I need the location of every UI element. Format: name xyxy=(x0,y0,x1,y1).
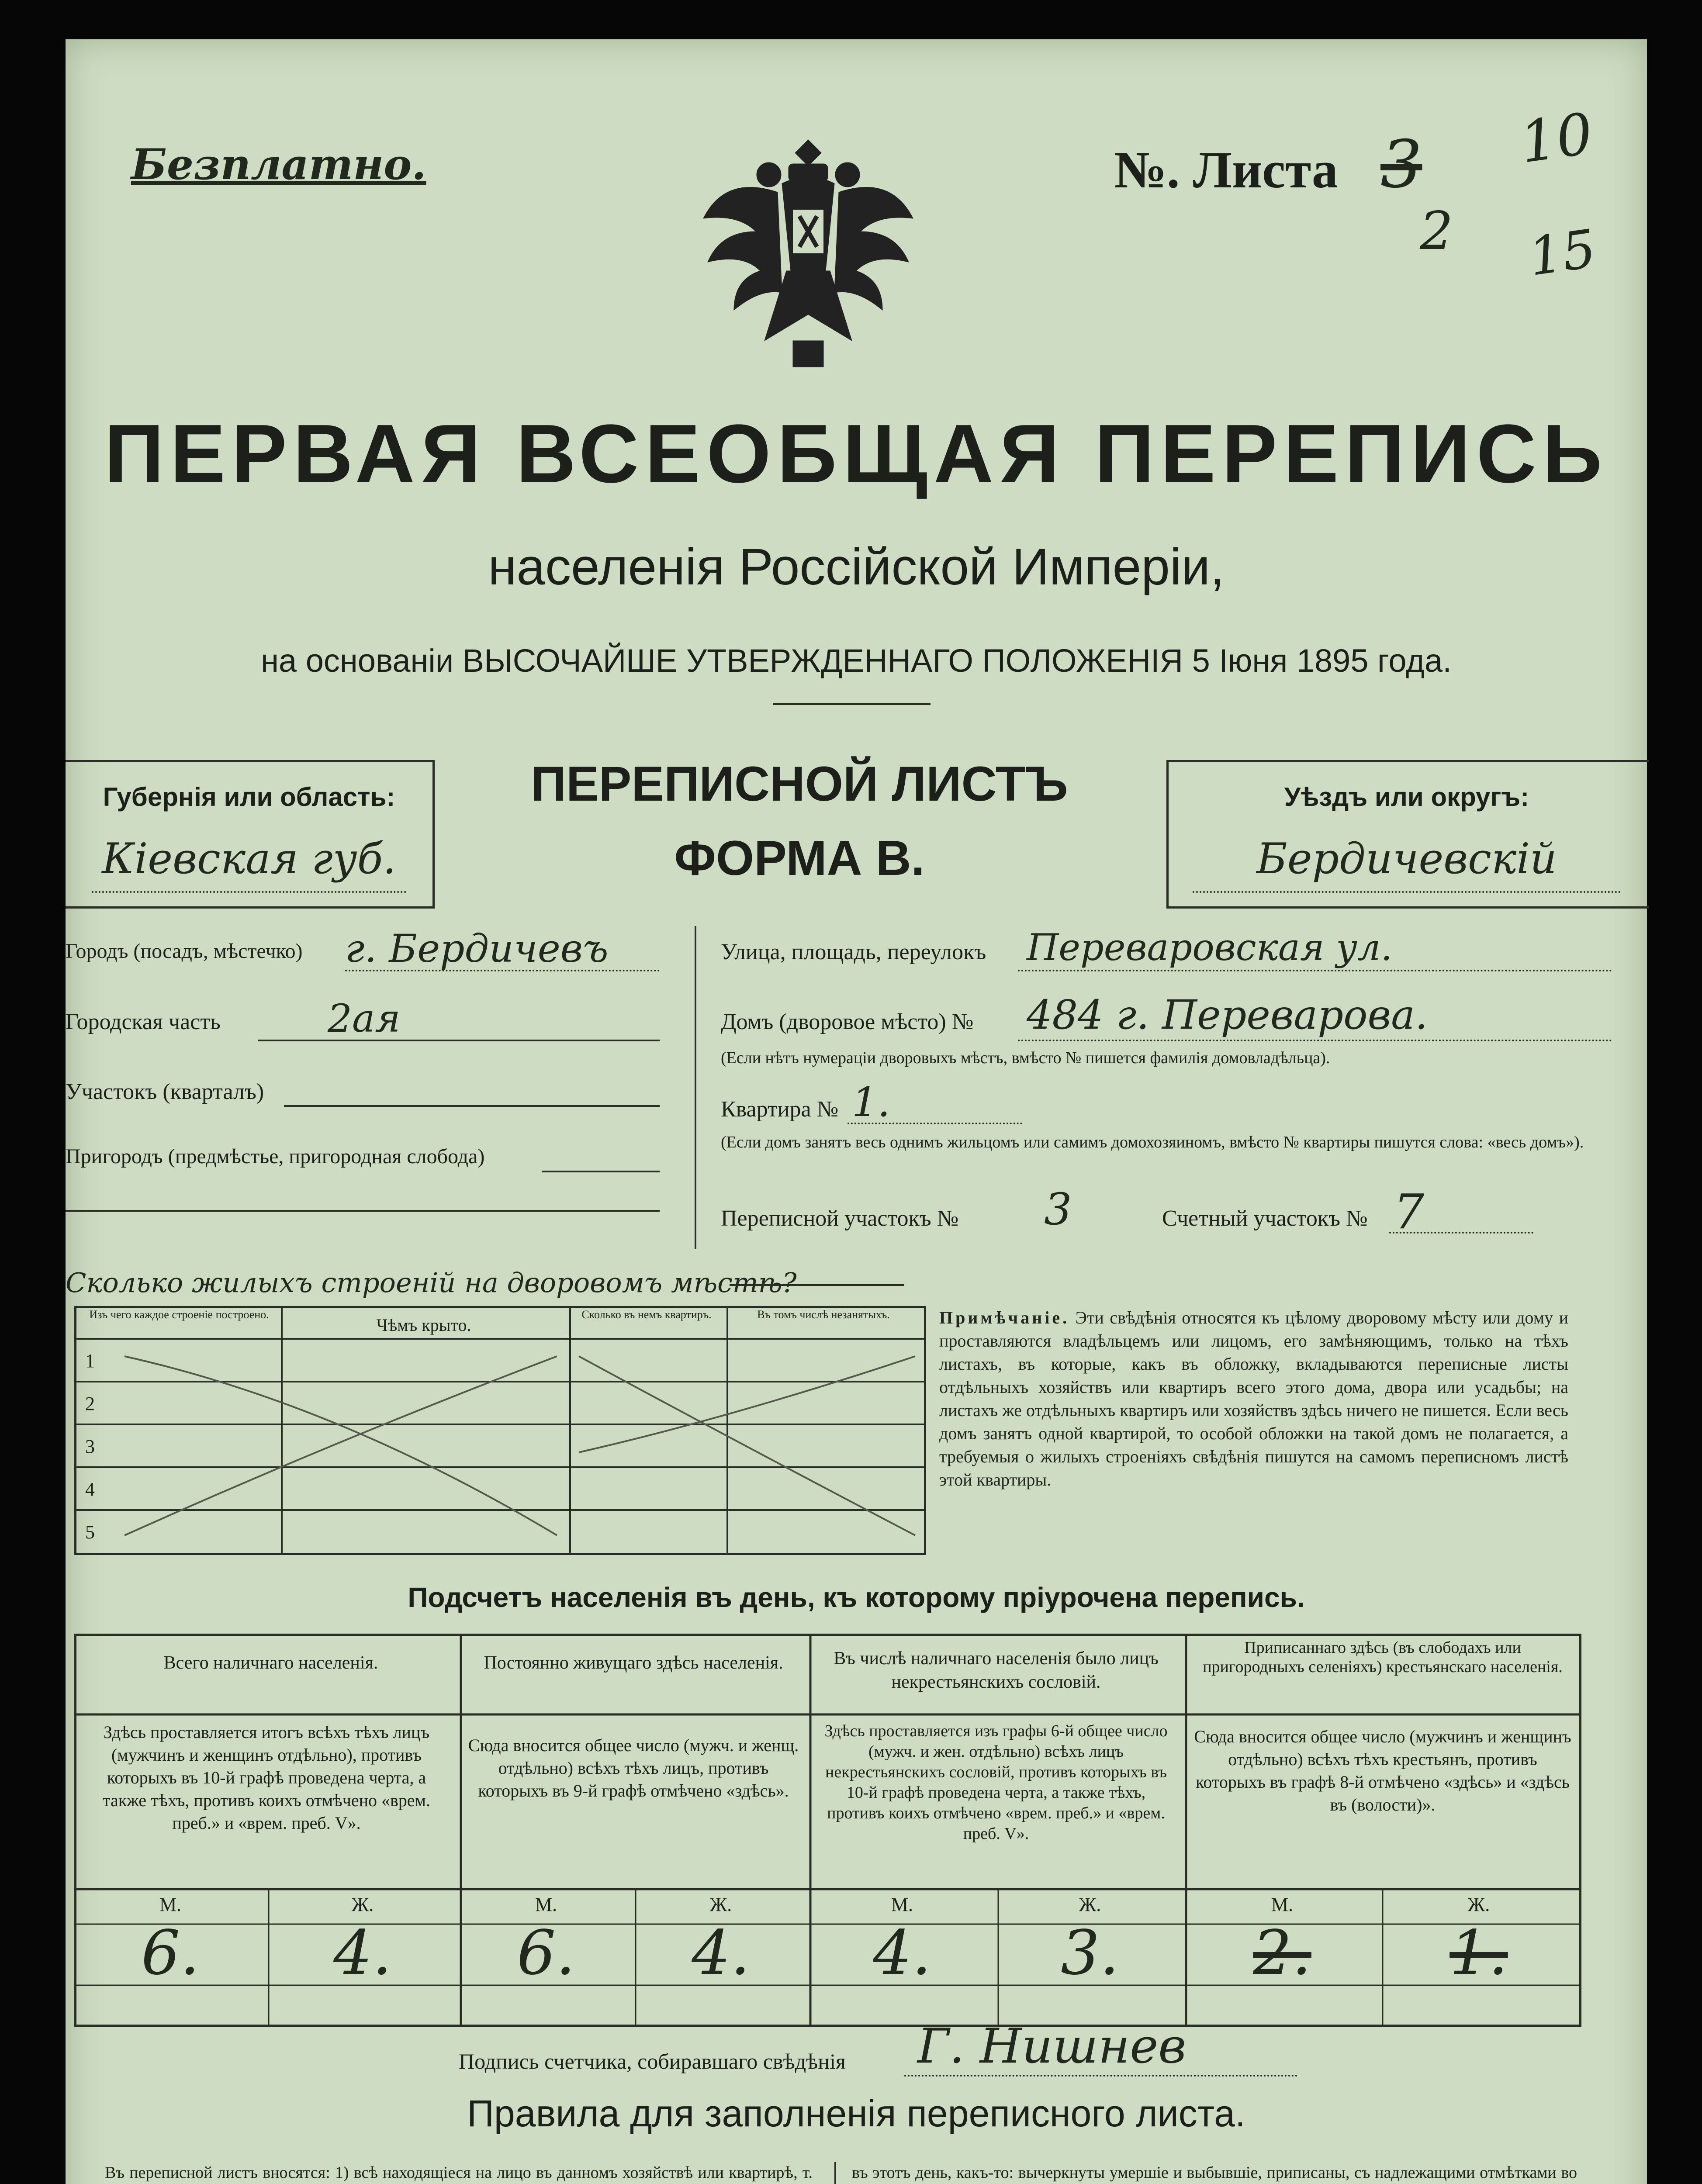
signature-value: Г. Нишнев xyxy=(917,2018,1187,2074)
flat-line xyxy=(848,1123,1022,1124)
street-line xyxy=(1018,970,1612,971)
uezd-label: Уѣздъ или округъ: xyxy=(1284,782,1529,812)
census-sheet xyxy=(66,39,1647,2184)
gubernia-label: Губернія или область: xyxy=(103,782,395,812)
pop-col2-head: Постоянно живущаго здѣсь населенія. xyxy=(484,1653,783,1673)
pop-col1-text: Здѣсь проставляется итогъ всѣхъ тѣхъ лицъ (мужчинъ и женщинъ отдѣльно), противъ которыхъ въ 10-й графѣ проведена черта, а также тѣхъ, противъ коихъ отмѣчено «врем. преб.» и «врем. преб. V». xyxy=(103,1722,430,1833)
suburb-label: Пригородъ (предмѣстье, пригородная слобода) xyxy=(66,1145,485,1168)
census-basis: на основаніи ВЫСОЧАЙШЕ УТВЕРЖДЕННАГО ПОЛОЖЕНІЯ 5 Іюня 1895 года. xyxy=(261,643,1452,679)
pop-col4-f-value: 1. xyxy=(1449,1918,1508,1989)
signature-label: Подпись счетчика, собиравшаго свѣдѣнія xyxy=(459,2049,846,2073)
pop-col2-m-value: 6. xyxy=(517,1918,575,1989)
pop-col3-f-value: 3. xyxy=(1061,1918,1119,1989)
form-name: ФОРМА В. xyxy=(674,831,925,885)
house-line xyxy=(1018,1040,1612,1041)
street-value: Переваровская ул. xyxy=(1027,926,1393,969)
gubernia-value: Кіевская губ. xyxy=(102,834,396,883)
uezd-value: Бердичевскій xyxy=(1256,834,1557,883)
building-row-1: 1 xyxy=(85,1350,95,1372)
note-title: Примѣчаніе. xyxy=(939,1308,1070,1327)
free-label: Безплатно. xyxy=(131,140,426,189)
flat-label: Квартира № xyxy=(721,1097,839,1122)
pop-col3-head: Въ числѣ наличнаго населенія было лицъ некрестьянскихъ сословій. xyxy=(834,1648,1159,1692)
sheet-number-value: 3 xyxy=(1380,127,1422,203)
pop-col2-f-label: Ж. xyxy=(709,1894,732,1915)
page-subtitle: населенія Россійской Имперіи, xyxy=(488,538,1225,596)
pop-col1-f-label: Ж. xyxy=(351,1894,374,1915)
count-district-value: 7 xyxy=(1394,1184,1424,1240)
form-sheet-title: ПЕРЕПИСНОЙ ЛИСТЪ xyxy=(531,757,1068,811)
city-label: Городъ (посадъ, мѣстечко) xyxy=(66,940,303,963)
col-roof: Чѣмъ крыто. xyxy=(376,1315,471,1335)
rules-left-column xyxy=(70,2162,813,2184)
pop-col2-f-value: 4. xyxy=(692,1918,750,1989)
rules-right-para-1: въ этотъ день, какъ-то: вычеркнуты умершіе и выбывшіе, приписаны, съ надлежащими отмѣтками во xyxy=(852,2163,1577,2182)
rules-left-para-1: Въ переписной листъ вносятся: 1) всѣ находящіеся на лицо въ данномъ хозяйствѣ или квартирѣ, т. xyxy=(105,2163,813,2182)
address-divider xyxy=(695,926,696,1249)
buildings-note xyxy=(939,1306,1568,1491)
pop-col1-m-label: М. xyxy=(159,1894,182,1915)
pop-col4-m-label: М. xyxy=(1271,1894,1294,1915)
precinct-label: Участокъ (кварталъ) xyxy=(66,1079,264,1104)
part-label: Городская часть xyxy=(66,1009,221,1034)
suburb-line-2 xyxy=(66,1210,660,1212)
census-district-label: Переписной участокъ № xyxy=(721,1206,959,1231)
building-row-2: 2 xyxy=(85,1393,95,1414)
suburb-line xyxy=(542,1171,660,1172)
pop-col4-text: Сюда вносится общее число (мужчинъ и женщинъ отдѣльно) всѣхъ тѣхъ крестьянъ, противъ которыхъ въ графѣ 8-й отмѣчено «здѣсь» и «здѣсь въ (волости)». xyxy=(1194,1727,1571,1814)
pop-col4-f-label: Ж. xyxy=(1467,1894,1490,1915)
rules-right-column xyxy=(852,2162,1577,2184)
census-district-value: 3 xyxy=(1044,1184,1072,1235)
part-value: 2ая xyxy=(328,996,401,1041)
house-value: 484 г. Переварова. xyxy=(1027,992,1428,1038)
building-row-5: 5 xyxy=(85,1521,95,1543)
rules-heading: Правила для заполненія переписного листа. xyxy=(467,2093,1245,2135)
page-title: ПЕРВАЯ ВСЕОБЩАЯ ПЕРЕПИСЬ xyxy=(104,408,1609,500)
population-heading: Подсчетъ населенія въ день, къ которому пріурочена перепись. xyxy=(408,1582,1305,1613)
house-note: (Если нѣтъ нумераціи дворовыхъ мѣстъ, вмѣсто № пишется фамилія домовладѣльца). xyxy=(721,1049,1330,1067)
pop-col3-f-label: Ж. xyxy=(1079,1894,1101,1915)
pop-col4-head: Приписаннаго здѣсь (въ слободахъ или пригородныхъ селеніяхъ) крестьянскаго населенія. xyxy=(1203,1638,1563,1676)
buildings-question-line xyxy=(730,1284,904,1286)
buildings-table xyxy=(74,1306,926,1555)
rules-divider xyxy=(834,2162,836,2184)
pop-col2-m-label: М. xyxy=(535,1894,557,1915)
margin-note-b: 15 xyxy=(1525,218,1600,288)
pop-col1-f-value: 4. xyxy=(333,1918,392,1989)
buildings-question: Сколько жилыхъ строеній на дворовомъ мѣстѣ? xyxy=(66,1267,797,1299)
sheet-number-sub: 2 xyxy=(1420,201,1453,262)
gubernia-value-line xyxy=(92,891,406,893)
flat-note: (Если домъ занятъ весь однимъ жильцомъ или самимъ домохозяиномъ, вмѣсто № квартиры пишутся слова: «весь домъ»). xyxy=(721,1133,1584,1151)
note-text: Эти свѣдѣнія относятся къ цѣлому дворовому мѣсту или дому и проставляются владѣльцемъ или лицомъ, его замѣняющимъ, только на тѣхъ листахъ, въ которые, какъ въ обложку, вкладываются переписные листы отдѣльныхъ хозяйствъ или квартиръ всего этого дома, двора или усадьбы; на листахъ же отдѣльныхъ квартиръ или хозяйствъ здѣсь ничего не пишется. Если весь домъ занятъ одной квартирой, то особой обложки на такой домъ не полагается, а требуемыя о жилыхъ строеніяхъ свѣдѣнія пишутся на самомъ переписномъ листѣ этой квартиры. xyxy=(939,1308,1569,1489)
count-district-line xyxy=(1389,1232,1533,1234)
city-line xyxy=(345,970,660,971)
pop-col1-m-value: 6. xyxy=(141,1918,200,1989)
precinct-line xyxy=(284,1105,660,1107)
pop-col3-text: Здѣсь проставляется изъ графы 6-й общее число (мужч. и жен. отдѣльно) всѣхъ лицъ некрестьянскихъ сословій, противъ которыхъ въ 10-й графѣ проведена черта, а также тѣхъ, противъ коихъ отмѣчено «врем. преб.» и «врем. преб. V». xyxy=(824,1722,1168,1843)
part-line xyxy=(258,1040,660,1041)
building-row-3: 3 xyxy=(85,1436,95,1457)
pop-col2-text: Сюда вносится общее число (мужч. и женщ. отдѣльно) всѣхъ тѣхъ лицъ, противъ которыхъ въ 9-й графѣ отмѣчено «здѣсь». xyxy=(468,1735,799,1800)
pop-col4-m-value: 2. xyxy=(1253,1918,1311,1989)
col-material: Изъ чего каждое строеніе построено. xyxy=(89,1308,269,1321)
pop-col1-head: Всего наличнаго населенія. xyxy=(163,1653,378,1673)
col-uninhabited: Въ томъ числѣ незанятыхъ. xyxy=(757,1308,890,1321)
flat-value: 1. xyxy=(852,1079,890,1126)
house-label: Домъ (дворовое мѣсто) № xyxy=(721,1009,974,1034)
pop-col3-m-value: 4. xyxy=(873,1918,931,1989)
pop-col3-m-label: М. xyxy=(891,1894,913,1915)
uezd-value-line xyxy=(1193,891,1621,893)
sheet-number-label: №. Листа xyxy=(1114,141,1338,199)
count-district-label: Счетный участокъ № xyxy=(1162,1206,1368,1231)
city-value: г. Бердичевъ xyxy=(345,926,609,971)
title-divider xyxy=(773,703,931,705)
signature-line xyxy=(904,2075,1297,2077)
col-flats: Сколько въ немъ квартиръ. xyxy=(581,1308,712,1321)
imperial-eagle-icon xyxy=(695,122,922,380)
building-row-4: 4 xyxy=(85,1479,95,1500)
margin-note-a: 10 xyxy=(1516,100,1597,176)
street-label: Улица, площадь, переулокъ xyxy=(721,940,986,964)
